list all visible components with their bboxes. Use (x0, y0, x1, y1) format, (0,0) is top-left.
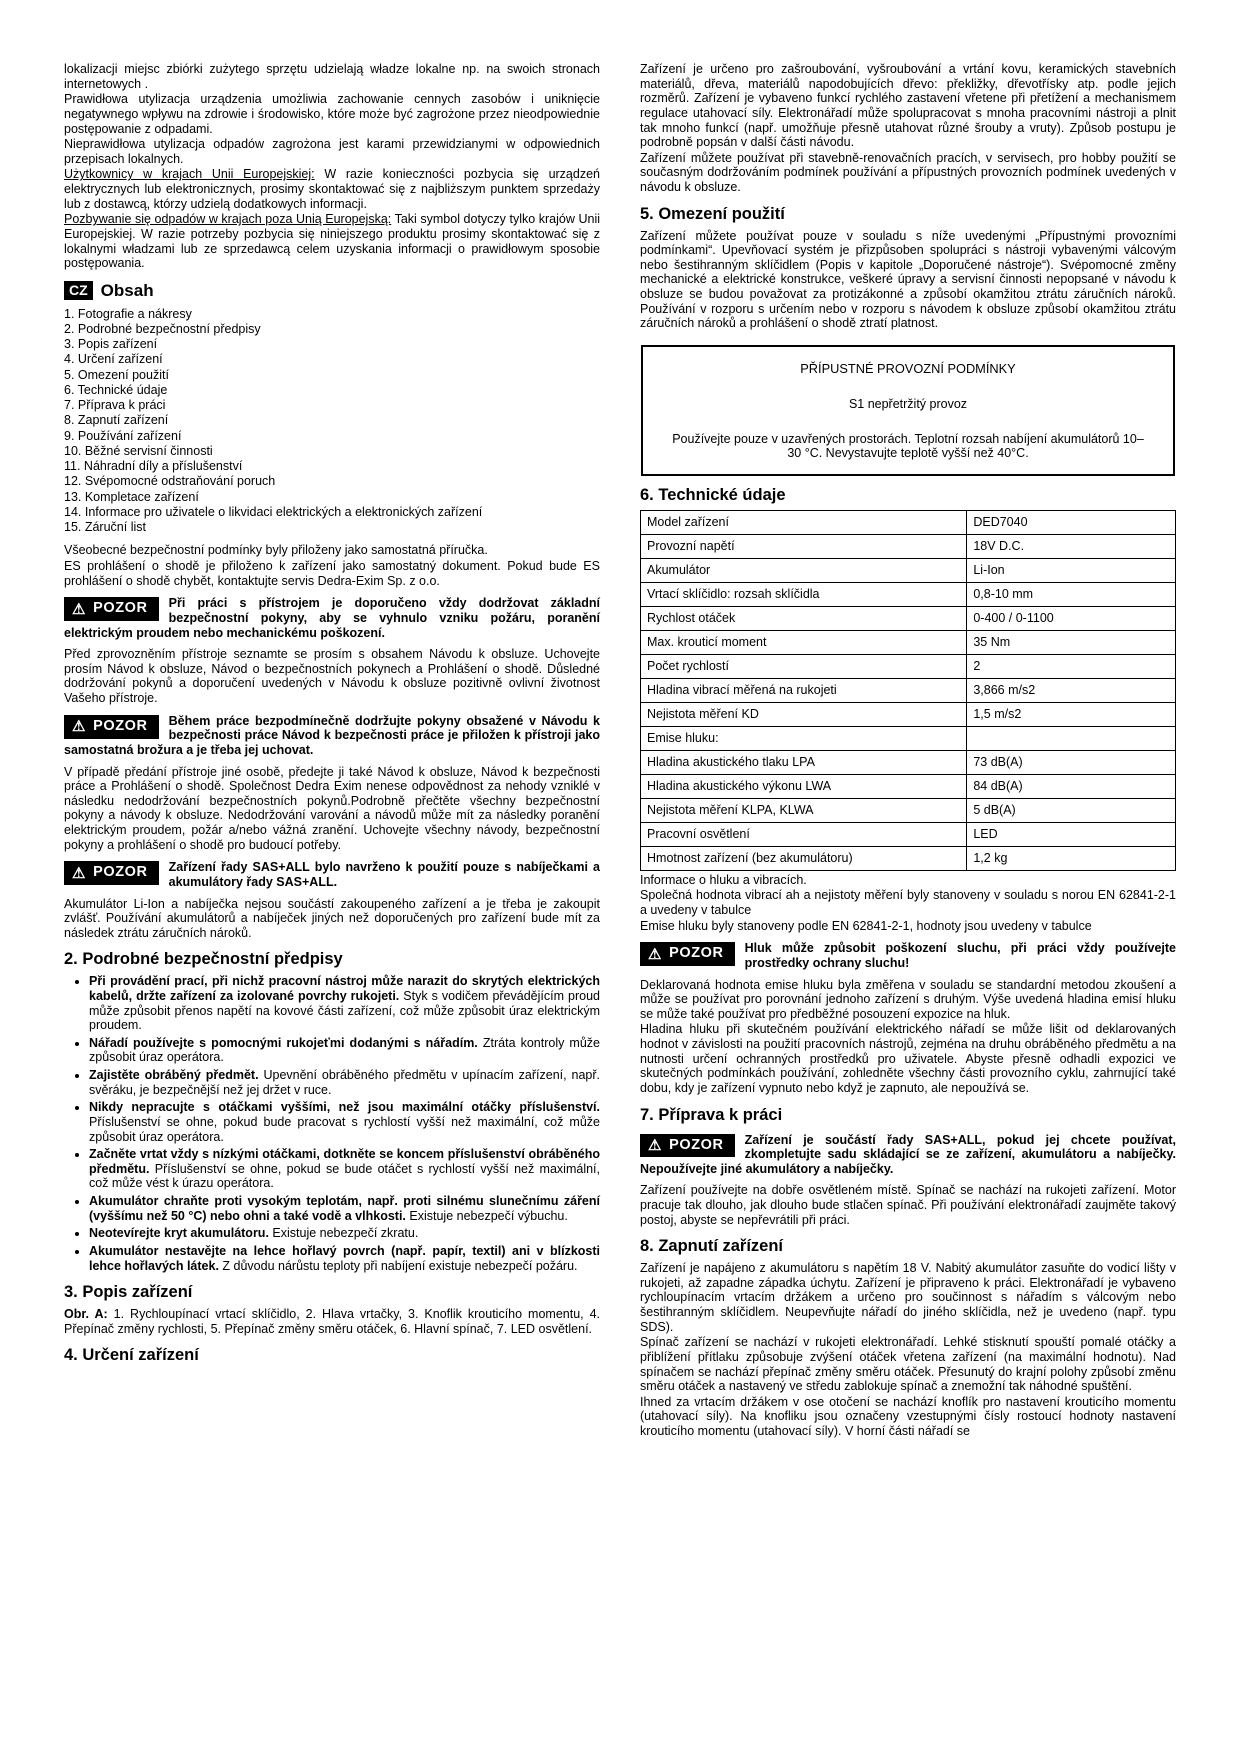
spec-value: 73 dB(A) (967, 750, 1176, 774)
warning-box-sasall (64, 860, 600, 889)
spec-label: Max. krouticí moment (641, 630, 967, 654)
spec-label: Provozní napětí (641, 534, 967, 558)
table-row (641, 534, 1176, 558)
paragraph: Informace o hluku a vibracích. (640, 872, 807, 887)
underlined-lead: Pozbywanie się odpadów w krajach poza Unią Europejską: (64, 212, 392, 227)
warning-text: Během práce bezpodmínečně dodržujte pokyny obsažené v Návodu k bezpečnosti práce Návod k bezpečnosti práce je přiložen k přístroji jako samostatná brožura a je třeba jej uchovat. (64, 713, 600, 757)
safety-bullet (89, 1194, 600, 1223)
paragraph: Deklarovaná hodnota emise hluku byla změřena v souladu se standardní metodou zkoušení a může se používat pro porovnání jednoho zařízení s druhým. Výše uvedená hladina emisí hluku se může také používat pro předběžné posouzení expozice na hluk. (640, 977, 1176, 1021)
bullet-text: Existuje nebezpečí výbuchu. (409, 1208, 568, 1223)
technical-data-table (640, 510, 1176, 871)
warning-box-basic-safety (64, 596, 600, 640)
warning-text: Při práci s přístrojem je doporučeno vždy dodržovat základní bezpečnostní pokyny, aby se vyhnulo vzniku požáru, poranění elektrickým proudem nebo mechanickému poškození. (64, 596, 600, 640)
spec-label: Nejistota měření KD (641, 702, 967, 726)
table-row (641, 678, 1176, 702)
safety-bullet (89, 974, 600, 1033)
table-row (641, 822, 1176, 846)
spec-value: 35 Nm (967, 630, 1176, 654)
safety-bullet-list (64, 974, 600, 1273)
warning-triangle-icon: ⚠ (72, 600, 87, 618)
switch-on-paragraphs (640, 1261, 1176, 1439)
disposal-info-paragraphs (64, 62, 600, 271)
section-heading-3: 3. Popis zařízení (64, 1283, 193, 1302)
table-row (641, 702, 1176, 726)
table-row (641, 654, 1176, 678)
toc-item: 9. Používání zařízení (64, 428, 182, 443)
spec-value: 2 (967, 654, 1176, 678)
bullet-bold-lead: Začněte vrtat vždy s nízkými otáčkami, dotkněte se koncem příslušenství obráběného předmětu. (89, 1147, 600, 1176)
bullet-text: Existuje nebezpečí zkratu. (272, 1226, 419, 1241)
bullet-text: Ztráta kontroly může způsobit úraz operátora. (89, 1035, 600, 1065)
toc-item: 14. Informace pro uživatele o likvidaci elektrických a elektronických zařízení (64, 504, 483, 519)
bullet-bold-lead: Akumulátor nestavějte na lehce hořlavý povrch (např. papír, textil) ani v blízkosti lehce hořlavých látek. (89, 1243, 600, 1273)
warning-text: Zařízení je součástí řady SAS+ALL, pokud jej chcete používat, zkompletujte sadu skládající se ze zařízení, akumulátoru a nabíječky. Nepoužívejte jiné akumulátory a nabíječky. (640, 1132, 1176, 1176)
spec-value: 84 dB(A) (967, 774, 1176, 798)
spec-label: Hmotnost zařízení (bez akumulátoru) (641, 846, 967, 870)
safety-bullet (89, 1100, 600, 1144)
paragraph-battery: Akumulátor Li-Ion a nabíječka nejsou součástí zakoupeného zařízení a je třeba je zakoupit zvlášť. Používání akumulátorů a nabíječek jiných než doporučených pro zařízení bude mít za následek ztrátu záručních nároků. (64, 896, 600, 940)
toc-item: 3. Popis zařízení (64, 337, 158, 352)
pozor-label: POZOR (93, 600, 148, 617)
paragraph: Zařízení je napájeno z akumulátoru s napětím 18 V. Nabitý akumulátor zasuňte do vodicí lišty v rukojeti, až zapadne západka úchytu. Zařízení je připraveno k práci. Elektronářadí je vybaveno rychloupínacím vrtacím držákem a určeno pro součinnost s nářadím s válcovým nebo šestihranným sklíčidlem. Neupevňujte nářadí do jiného sklíčidla, než je uvedeno (např. typu SDS). (640, 1261, 1176, 1334)
bullet-text: Upevnění obráběného předmětu v upínacím zařízení, např. svěráku, je bezpečnější než jej držet v ruce. (89, 1068, 600, 1097)
spec-value: 1,2 kg (967, 846, 1176, 870)
bullet-text: Příslušenství se ohne, pokud bude pracovat s rychlostí vyšší než maximální, což může způsobit úraz operátora. (89, 1114, 600, 1144)
spec-value: 5 dB(A) (967, 798, 1176, 822)
bullet-text: Styk s vodičem převádějícím proud může způsobit přenos napětí na kovové části zařízení, což může způsobit úraz elektrickým proudem. (89, 988, 600, 1033)
noise-declaration-paragraphs (640, 978, 1176, 1096)
safety-bullet (89, 1068, 600, 1097)
pozor-badge (64, 597, 159, 621)
device-purpose-paragraphs (640, 62, 1176, 195)
pozor-label: POZOR (93, 864, 148, 881)
paragraph (64, 167, 600, 211)
noise-vibration-info (640, 873, 1176, 934)
spec-label: Model zařízení (641, 510, 967, 534)
underlined-lead: Użytkownicy w krajach Unii Europejskiej: (64, 167, 315, 182)
bullet-text: Z důvodu nárůstu teploty při nabíjení existuje nebezpečí požáru. (222, 1258, 578, 1273)
section-heading-6: 6. Technické údaje (640, 485, 786, 504)
bullet-bold-lead: Při provádění prací, při nichž pracovní nástroj může narazit do skrytých elektrických kabelů, držte zařízení za izolované povrchy rukojeti. (89, 974, 600, 1003)
warning-text: Hluk může způsobit poškození sluchu, při práci vždy používejte prostředky ochrany sluchu! (744, 941, 1176, 970)
paragraph (64, 212, 600, 271)
paragraph: Ihned za vrtacím držákem v ose otočení se nachází knoflík pro nastavení krouticího momentu (utahovací síly). Na knofliku jsou označeny vzestupnými čísly rostoucí hodnoty nastavení krouticího momentu (utahovací síly). V horní části nářadí se (640, 1394, 1176, 1439)
safety-bullet (89, 1147, 600, 1191)
spec-value (967, 726, 1176, 750)
right-column (640, 62, 1176, 1440)
toc-item: 15. Záruční list (64, 520, 146, 535)
paragraph: Společná hodnota vibrací ah a nejistoty měření byly stanoveny v souladu s norou EN 62841-2-1 a uvedeny v tabulce (640, 888, 1176, 918)
figure-description: 1. Rychloupínací vrtací sklíčidlo, 2. Hlava vrtačky, 3. Knoflik krouticího momentu, 4. Přepínač změny rychlosti, 5. Přepínač změny směru otáček, 6. Hlavní spínač, 7. LED osvětlení. (64, 1307, 600, 1336)
paragraph (64, 62, 600, 91)
paragraph: Zařízení je určeno pro zašroubování, vyšroubování a vrtání kovu, keramických stavebních materiálů, dřeva, materiálů napodobujících dřevo: překližky, dřevotřísky atp. podle jejich rozměrů. Zařízení je vybaveno funkcí rychlého zastavení vřetene při přetížení a mechanismem regulace utahovací síly. Elektronářadí může spolupracovat s mnoha pracovními nástroji a plnit tak mnoho funkcí (např. umožňuje přesně utahovat různé šrouby a vruty). Způsob postupu je podrobně popsán v další části návodu. (640, 62, 1176, 150)
table-of-contents (64, 307, 600, 536)
note-es-declaration: ES prohlášení o shodě je přiloženo k zařízení jako samostatný dokument. Pokud bude ES prohlášení o shodě chybět, kontaktujte servis Dedra-Exim Sp. z o.o. (64, 559, 600, 588)
spec-label: Akumulátor (641, 558, 967, 582)
paragraph-text: Nieprawidłowa utylizacja odpadów zagrożona jest karami przewidzianymi w odpowiednich przepisach lokalnych. (64, 137, 600, 166)
safety-bullet (89, 1226, 600, 1241)
pozor-badge (640, 942, 735, 966)
warning-triangle-icon: ⚠ (72, 718, 87, 736)
paragraph-before-startup: Před zprovozněním přístroje seznamte se prosím s obsahem Návodu k obsluze. Uchovejte prosím Návod k obsluze, Návod o bezpečnostních pokynech a Prohlášení o shodě. Důsledné dodržování pokynů a doporučení uvedených v Návodu k obsluze pozitivně ovlivní životnost Vašeho přístroje. (64, 647, 600, 705)
paragraph: Emise hluku byly stanoveny podle EN 62841-2-1, hodnoty jsou uvedeny v tabulce (640, 918, 1092, 933)
toc-item: 10. Běžné servisní činnosti (64, 443, 213, 458)
pozor-label: POZOR (669, 945, 724, 962)
toc-item: 2. Podrobné bezpečnostní předpisy (64, 321, 261, 336)
two-column-layout (64, 62, 1176, 1440)
device-description (64, 1307, 600, 1336)
pozor-label: POZOR (669, 1136, 724, 1153)
table-row (641, 774, 1176, 798)
usage-limits-paragraph: Zařízení můžete používat pouze v souladu s níže uvedenými „Přípustnými provozními podmínkami“. Upevňovací systém je přizpůsoben spolupráci s nástroji vybavenými válcovým nebo šestihranným sklíčidlem (Popis v kapitole „Doporučené nástroje“). Svépomocné změny mechanické a elektrické konstrukce, veškeré úpravy a servisní činnosti nepopsané v návodu k obsluze se budou považovat za protizákonné a způsobí okamžitou ztrátu záručních nároků. Používání v rozporu s určením nebo v rozporu s návodem k obsluze způsobí okamžitou ztrátu záručních nároků a prohlášení o shodě ztratí platnost. (640, 228, 1176, 331)
table-row (641, 798, 1176, 822)
bullet-bold-lead: Nikdy nepracujte s otáčkami vyššími, než jsou maximální otáčky příslušenství. (89, 1100, 600, 1115)
paragraph-text: Prawidłowa utylizacja urządzenia umożliwia zachowanie cennych zasobów i uniknięcie negatywnego wpływu na zdrowie i środowisko, które może być zagrożone przez nieodpowiednie postępowanie z odpadami. (64, 92, 600, 136)
note-safety-booklet: Všeobecné bezpečnostní podmínky byly přiloženy jako samostatná příručka. (64, 543, 488, 558)
section-heading-4: 4. Určení zařízení (64, 1346, 199, 1365)
table-row (641, 726, 1176, 750)
warning-triangle-icon: ⚠ (648, 945, 663, 963)
paragraph (64, 92, 600, 136)
paragraph: Hladina hluku při skutečném používání elektrického nářadí se může lišit od deklarovaných hodnot v závislosti na použití pracovních nástrojů, zejména na druhu obráběného předmětu a na nutnosti určení ochranných prostředků pro uživatele. Abyste přesně odhadli expozici ve skutečných podmínkách používání, zohledněte všechny části provozního cyklu, zahrnující také dobu, kdy je zařízení vypnuto nebo když je zapnuto, ale nepoužívá se. (640, 1022, 1176, 1095)
spec-label: Počet rychlostí (641, 654, 967, 678)
spec-label: Nejistota měření KLPA, KLWA (641, 798, 967, 822)
spec-label: Rychlost otáček (641, 606, 967, 630)
conditions-box-title: PŘÍPUSTNÉ PROVOZNÍ PODMÍNKY (800, 360, 1016, 376)
table-row (641, 606, 1176, 630)
bullet-bold-lead: Akumulátor chraňte proti vysokým teplotám, např. proti silnému slunečnímu záření (vyššímu než 50 °C) nebo ohni a také vodě a vlhkosti. (89, 1194, 600, 1223)
spec-value: DED7040 (967, 510, 1176, 534)
warning-triangle-icon: ⚠ (648, 1136, 663, 1154)
pozor-badge (640, 1134, 735, 1158)
obsah-title: Obsah (100, 280, 154, 300)
spec-label: Emise hluku: (641, 726, 967, 750)
table-row (641, 750, 1176, 774)
pozor-label: POZOR (93, 717, 148, 734)
cz-language-badge: CZ (64, 281, 93, 300)
toc-item: 8. Zapnutí zařízení (64, 413, 169, 428)
bullet-bold-lead: Neotevírejte kryt akumulátoru. (89, 1226, 269, 1241)
toc-item: 13. Kompletace zařízení (64, 489, 199, 504)
section-heading-5: 5. Omezení použití (640, 204, 785, 223)
toc-item: 11. Náhradní díly a příslušenství (64, 459, 243, 474)
safety-bullet (89, 1036, 600, 1065)
toc-item: 4. Určení zařízení (64, 352, 163, 367)
toc-item: 5. Omezení použití (64, 367, 169, 382)
toc-item: 12. Svépomocné odstraňování poruch (64, 474, 276, 489)
paragraph-text: Taki symbol dotyczy tylko krajów Unii Europejskiej. W razie potrzeby pozbycia się niniejszego produktu prosimy skontaktować się z lokalnymi władzami lub ze sprzedawcą celem uzyskania informacji o prawidłowym sposobie postępowania. (64, 212, 600, 271)
warning-box-work-safety (64, 714, 600, 758)
section-heading-2: 2. Podrobné bezpečnostní předpisy (64, 950, 343, 969)
bullet-bold-lead: Zajistěte obráběný předmět. (89, 1068, 259, 1083)
conditions-note: Používejte pouze v uzavřených prostorách. Teplotní rozsah nabíjení akumulátorů 10–30 °C. Nevystavujte teplotě vyšší než 40°C. (672, 431, 1144, 461)
paragraph-handover: V případě předání přístroje jiné osobě, předejte ji také Návod k obsluze, Návod k bezpečnosti práce a Prohlášení o shodě. Společnost Dedra Exim nenese odpovědnost za nehody vzniklé v následku nedodržování bezpečnostních pokynů.Podrobně přečtěte všechny bezpečnostní pokyny a návody k obsluze. Nedodržování varování a návodů může mít za následky poranění elektrickým proudem, požár a/nebo vážná zranění. Uchovejte všechny návody, bezpečnostní pokyny a prohlášení o shodě pro budoucí potřeby. (64, 764, 600, 852)
warning-text: Zařízení řady SAS+ALL bylo navrženo k použití pouze s nabíječkami a akumulátory řady SAS+ALL. (168, 860, 600, 889)
spec-value: 1,5 m/s2 (967, 702, 1176, 726)
warning-triangle-icon: ⚠ (72, 864, 87, 882)
table-row (641, 630, 1176, 654)
spec-label: Hladina akustického tlaku LPA (641, 750, 967, 774)
spec-value: 0-400 / 0-1100 (967, 606, 1176, 630)
warning-box-kit (640, 1133, 1176, 1177)
spec-value: 0,8-10 mm (967, 582, 1176, 606)
spec-value: LED (967, 822, 1176, 846)
bullet-bold-lead: Nářadí používejte s pomocnými rukojeťmi dodanými s nářadím. (89, 1035, 478, 1050)
spec-value: Li-Ion (967, 558, 1176, 582)
preparation-paragraph: Zařízení používejte na dobře osvětleném místě. Spínač se nachází na rukojeti zařízení. Motor pracuje tak dlouho, jak dlouho bude stlačen spínač. Při používání elektronářadí zaujměte takový postoj, abyste se nepřevrátili při práci. (640, 1183, 1176, 1227)
pozor-badge (64, 861, 159, 885)
conditions-duty-mode: S1 nepřetržitý provoz (848, 396, 968, 411)
table-row (641, 582, 1176, 606)
warning-box-hearing (640, 941, 1176, 970)
table-row (641, 846, 1176, 870)
spec-label: Pracovní osvětlení (641, 822, 967, 846)
left-column (64, 62, 600, 1440)
permissible-conditions-box (641, 345, 1175, 476)
obsah-heading (64, 281, 600, 301)
section-heading-7: 7. Příprava k práci (640, 1105, 783, 1124)
technical-table-body (641, 510, 1176, 870)
pozor-badge (64, 715, 159, 739)
table-row (641, 510, 1176, 534)
bullet-text: Příslušenství se ohne, pokud se bude otáčet s rychlostí vyšší než maximální, což může vést k úrazu operátora. (89, 1161, 600, 1191)
paragraph-text: W razie konieczności pozbycia się urządzeń elektrycznych lub elektronicznych, prosimy skontaktować się z najbliższym punktem sprzedaży lub z dostawcą, którzy udzielą dodatkowych informacji. (64, 167, 600, 211)
section-heading-8: 8. Zapnutí zařízení (640, 1237, 784, 1256)
spec-value: 18V D.C. (967, 534, 1176, 558)
toc-item: 7. Příprava k práci (64, 398, 166, 413)
safety-bullet (89, 1244, 600, 1273)
paragraph: Spínač zařízení se nachází v rukojeti elektronářadí. Lehké stisknutí spouští pomalé otáčky a přiblížení přítlaku způsobuje zvýšení otáček vřetena zařízení (na maximální hodnotu). Nad spínačem se nachází přepínač změny směru otáček. Přesunutý do krajní polohy způsobí změnu směru otáček a nastavený ve středu zablokuje spínač a znemožní tak náhodné spuštění. (640, 1335, 1176, 1394)
paragraph-text: lokalizacji miejsc zbiórki zużytego sprzętu udzielają władze lokalne np. na swoich stronach internetowych . (64, 62, 600, 91)
paragraph (64, 137, 600, 166)
spec-value: 3,866 m/s2 (967, 678, 1176, 702)
toc-item: 6. Technické údaje (64, 382, 168, 397)
figure-label: Obr. A: (64, 1307, 108, 1322)
table-row (641, 558, 1176, 582)
toc-item: 1. Fotografie a nákresy (64, 306, 192, 321)
spec-label: Hladina vibrací měřená na rukojeti (641, 678, 967, 702)
paragraph: Zařízení můžete používat při stavebně-renovačních pracích, v servisech, pro hobby použití se současným dodržováním podmínek používání a přípustných provozních podmínek uvedených v návodu k obsluze. (640, 150, 1176, 194)
spec-label: Hladina akustického výkonu LWA (641, 774, 967, 798)
spec-label: Vrtací sklíčidlo: rozsah sklíčidla (641, 582, 967, 606)
